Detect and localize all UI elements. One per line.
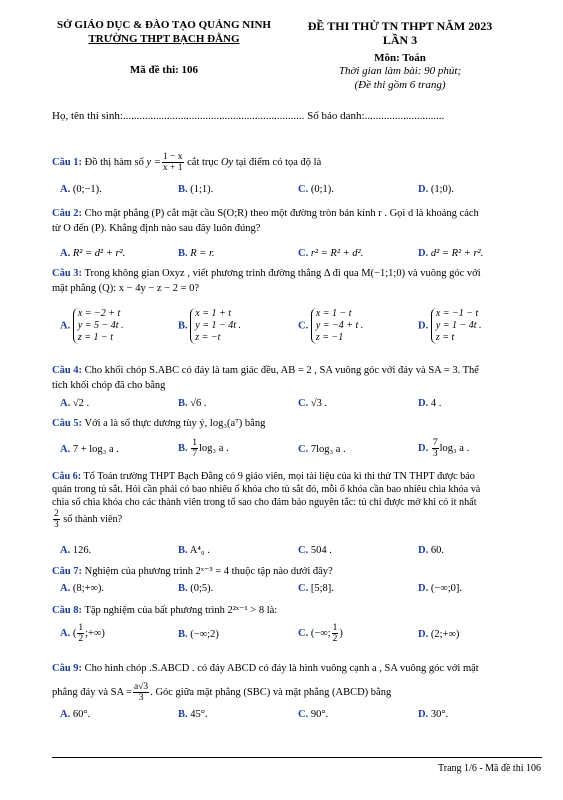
question-7: Câu 7: Nghiệm của phương trình 2ˣ⁻³ = 4 thuộc tập nào dưới đây?: [52, 566, 333, 577]
subject: Môn: Toán: [374, 52, 426, 64]
option-a: A. 7 + log₃ a .: [60, 444, 119, 455]
question-3: Câu 3: Trong không gian Oxyz , viết phương trình đường thẳng Δ đi qua M(−1;1;0) và vuông góc với mặt phẳng (Q): x − 4y − z − 2 = 0?: [52, 268, 481, 294]
option-d: D. (−∞;0].: [418, 583, 463, 594]
page-count: (Đề thi gồm 6 trang): [354, 79, 446, 91]
option-d: D. 30°.: [418, 709, 449, 720]
option-b: B. (0;5).: [178, 583, 214, 594]
option-d: D. (1;0).: [418, 184, 454, 195]
option-c: C. [5;8].: [298, 583, 334, 594]
student-info-line: [52, 110, 444, 122]
option-c: C. (−∞; $\frac{1}{2}$ ): [298, 623, 343, 644]
question-3-options: [60, 308, 540, 356]
department-name: SỞ GIÁO DỤC & ĐÀO TẠO QUẢNG NINH: [56, 19, 271, 31]
option-b: B. R = r.: [178, 248, 215, 259]
question-4-options: [60, 398, 530, 412]
question-8: Câu 8: Tập nghiệm của bất phương trình 2²ˣ⁻¹ > 8 là:: [52, 605, 278, 616]
page-footer: Trang 1/6 - Mã đề thi 106: [438, 763, 541, 774]
question-9: Câu 9: Cho hình chóp .S.ABCD . có đáy ABCD có đáy là hình vuông cạnh a , SA vuông góc với mặt phẳng đáy và SA = $\frac{a√3}{3}$ . Góc giữa mặt phẳng (SBC) và mặt phẳng (ABCD) bằng: [52, 663, 479, 704]
option-a: A. x = −2 + t y = 5 − 4t . z = 1 − t: [60, 308, 124, 343]
id-label: Số báo danh:: [307, 110, 365, 122]
option-b: B. (1;1).: [178, 184, 214, 195]
option-b: B. A⁴₉ .: [178, 545, 210, 556]
option-a: A. 60°.: [60, 709, 91, 720]
question-1-options: [60, 184, 530, 198]
name-label: Họ, tên thí sinh:: [52, 110, 123, 122]
question-6-options: [60, 545, 530, 559]
question-6: Câu 6: Tổ Toán trường THPT Bạch Đằng có 9 giáo viên, mọi tài liệu của kì thi thử TN THPT được bảo quản trong tủ sắt. Hỏi cần phải có bao nhiêu ổ khóa cho tủ sắt đó, mỗi ổ khóa cần bao nhiêu chìa khóa và chia số chìa khóa cho các thành viên trong tổ sao cho đảm bảo nguyên tắc: tủ chỉ được mở khi có ít nhất $\frac{2}{3}$ số thành viên?: [52, 471, 481, 530]
option-a: A. (8;+∞).: [60, 583, 105, 594]
name-blank: ..................................................................: [122, 110, 305, 122]
question-5: Câu 5: Với a là số thực dương tùy ý, log₃(a⁷) bằng: [52, 418, 266, 429]
fraction: $\frac{1 - x}{x + 1}$: [162, 152, 183, 173]
option-b: B. √6 .: [178, 398, 207, 409]
time-limit: Thời gian làm bài: 90 phút;: [338, 65, 462, 77]
footer-divider: [52, 757, 542, 758]
option-a: A. R² = d² + r².: [60, 248, 126, 259]
option-b: B. $\frac{1}{7}$ log₃ a .: [178, 438, 229, 459]
question-2: Câu 2: Cho mặt phẳng (P) cắt mặt cầu S(O;R) theo một đường tròn bán kính r . Gọi d là khoảng cách từ O đến (P). Khẳng định nào sau đây luôn đúng?: [52, 208, 479, 234]
question-7-options: [60, 583, 530, 597]
question-8-options: [60, 623, 530, 649]
option-d: D. $\frac{7}{3}$ log₃ a .: [418, 438, 470, 459]
exam-code: Mã đề thi: 106: [129, 64, 199, 76]
option-c: C. (0;1).: [298, 184, 334, 195]
option-b: B. 45°.: [178, 709, 208, 720]
option-c: C. 7log₃ a .: [298, 444, 346, 455]
option-a: A. (0;−1).: [60, 184, 102, 195]
option-d: D. 60.: [418, 545, 444, 556]
question-2-options: [60, 248, 530, 262]
option-b: B. x = 1 + t y = 1 − 4t . z = −t: [178, 308, 241, 343]
option-c: C. 90°.: [298, 709, 329, 720]
question-4: Câu 4: Cho khối chóp S.ABC có đáy là tam giác đều, AB = 2 , SA vuông góc với đáy và SA = 3. Thể tích khối chóp đã cho bằng: [52, 365, 479, 391]
option-c: C. x = 1 − t y = −4 + t . z = −1: [298, 308, 364, 343]
option-d: D. d² = R² + r².: [418, 248, 484, 259]
option-a: A. ( $\frac{1}{2}$ ;+∞): [60, 623, 105, 644]
question-9-options: [60, 709, 530, 723]
option-c: C. 504 .: [298, 545, 332, 556]
option-c: C. √3 .: [298, 398, 328, 409]
option-d: D. x = −1 − t y = 1 − 4t . z = t: [418, 308, 482, 343]
exam-round: LẦN 3: [382, 33, 418, 47]
option-c: C. r² = R² + d².: [298, 248, 364, 259]
option-d: D. 4 .: [418, 398, 442, 409]
question-1: Câu 1: Đồ thị hàm số y = $\frac{1 - x}{x + 1}$ cắt trục Oy tại điểm có tọa độ là: [52, 152, 322, 173]
question-5-options: [60, 438, 530, 464]
option-b: B. (−∞;2): [178, 629, 219, 640]
option-a: A. 126.: [60, 545, 92, 556]
option-a: A. √2 .: [60, 398, 90, 409]
exam-title: ĐỀ THI THỬ TN THPT NĂM 2023: [307, 19, 493, 33]
option-d: D. (2;+∞): [418, 629, 460, 640]
school-name: TRƯỜNG THPT BẠCH ĐẰNG: [88, 33, 240, 45]
id-blank: .............................: [364, 110, 445, 122]
